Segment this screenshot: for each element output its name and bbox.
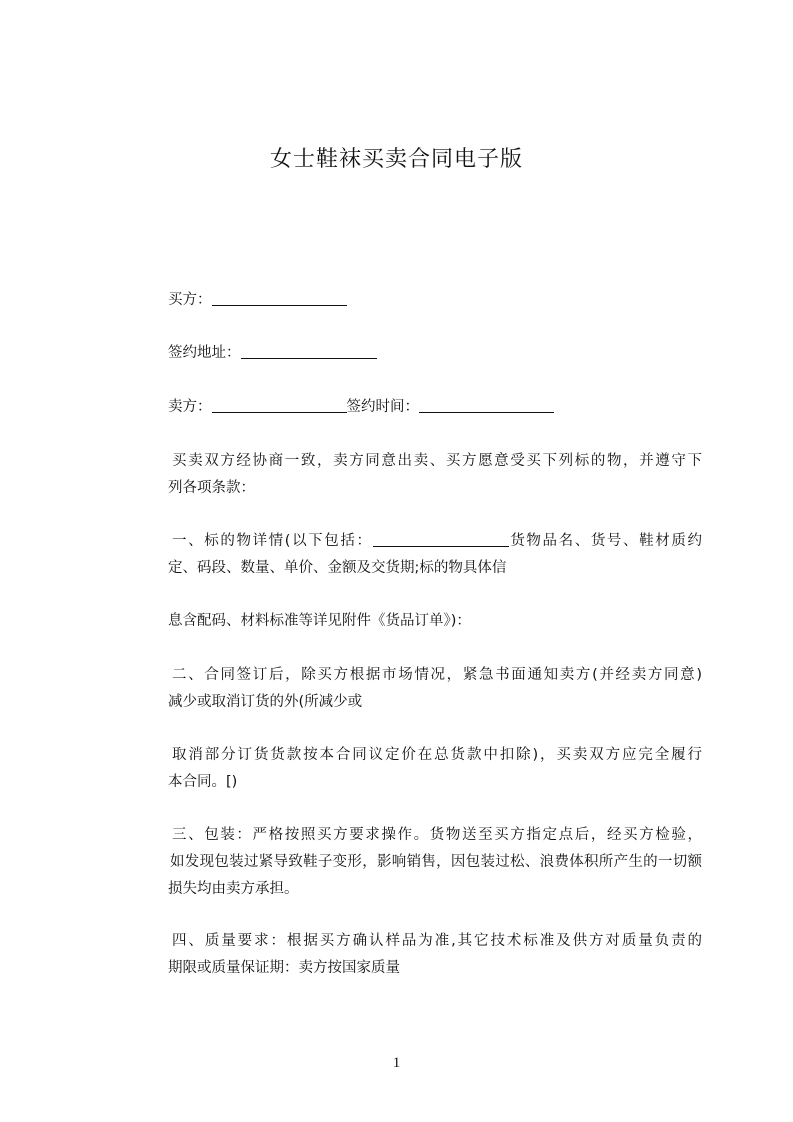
page-number: 1 [392, 1055, 401, 1071]
document-title: 女士鞋袜买卖合同电子版 [269, 147, 523, 172]
clause-text: 一、标的物详情(以下包括： [172, 533, 373, 549]
paragraph-line: 本合同。[) [168, 774, 238, 790]
seller-blank [212, 397, 347, 413]
paragraph-line: 三、包装：严格按照买方要求操作。货物送至买方指定点后，经买方检验， [172, 827, 702, 843]
buyer-label: 买方： [168, 292, 212, 308]
paragraph-line: 买卖双方经协商一致，卖方同意出卖、买方愿意受买下列标的物，并遵守下 [172, 453, 702, 469]
paragraph-line: 期限或质量保证期：卖方按国家质量 [168, 960, 400, 976]
paragraph-line: 列各项条款： [168, 480, 255, 496]
seller-time-field [168, 397, 554, 417]
paragraph-line: 损失均由卖方承担。 [168, 881, 299, 897]
buyer-blank [212, 290, 347, 306]
paragraph-line: 定、码段、数量、单价、金额及交货期;标的物具体信 [168, 560, 507, 576]
address-blank [241, 343, 377, 359]
paragraph-line: 减少或取消订货的外(所减少或 [168, 694, 363, 710]
time-blank [419, 397, 554, 413]
time-label: 签约时间： [346, 399, 419, 415]
address-label: 签约地址： [168, 345, 241, 361]
buyer-field [168, 290, 347, 310]
paragraph-line: 如发现包装过紧导致鞋子变形，影响销售，因包装过松、浪费体积所产生的一切额 [170, 854, 702, 870]
paragraph-line: 四、质量要求：根据买方确认样品为准,其它技术标准及供方对质量负责的 [172, 933, 702, 949]
paragraph-line: 息含配码、材料标准等详见附件《货品订单》)： [168, 613, 471, 629]
paragraph-line: 二、合同签订后，除买方根据市场情况，紧急书面通知卖方(并经卖方同意) [172, 667, 702, 683]
paragraph-line [172, 531, 702, 551]
paragraph-line: 取消部分订货货款按本合同议定价在总货款中扣除)，买卖双方应完全履行 [172, 747, 702, 763]
seller-label: 卖方： [168, 399, 212, 415]
address-field [168, 343, 377, 363]
clause-text: 货物品名、货号、鞋材质约 [508, 533, 702, 549]
goods-blank [373, 531, 509, 547]
